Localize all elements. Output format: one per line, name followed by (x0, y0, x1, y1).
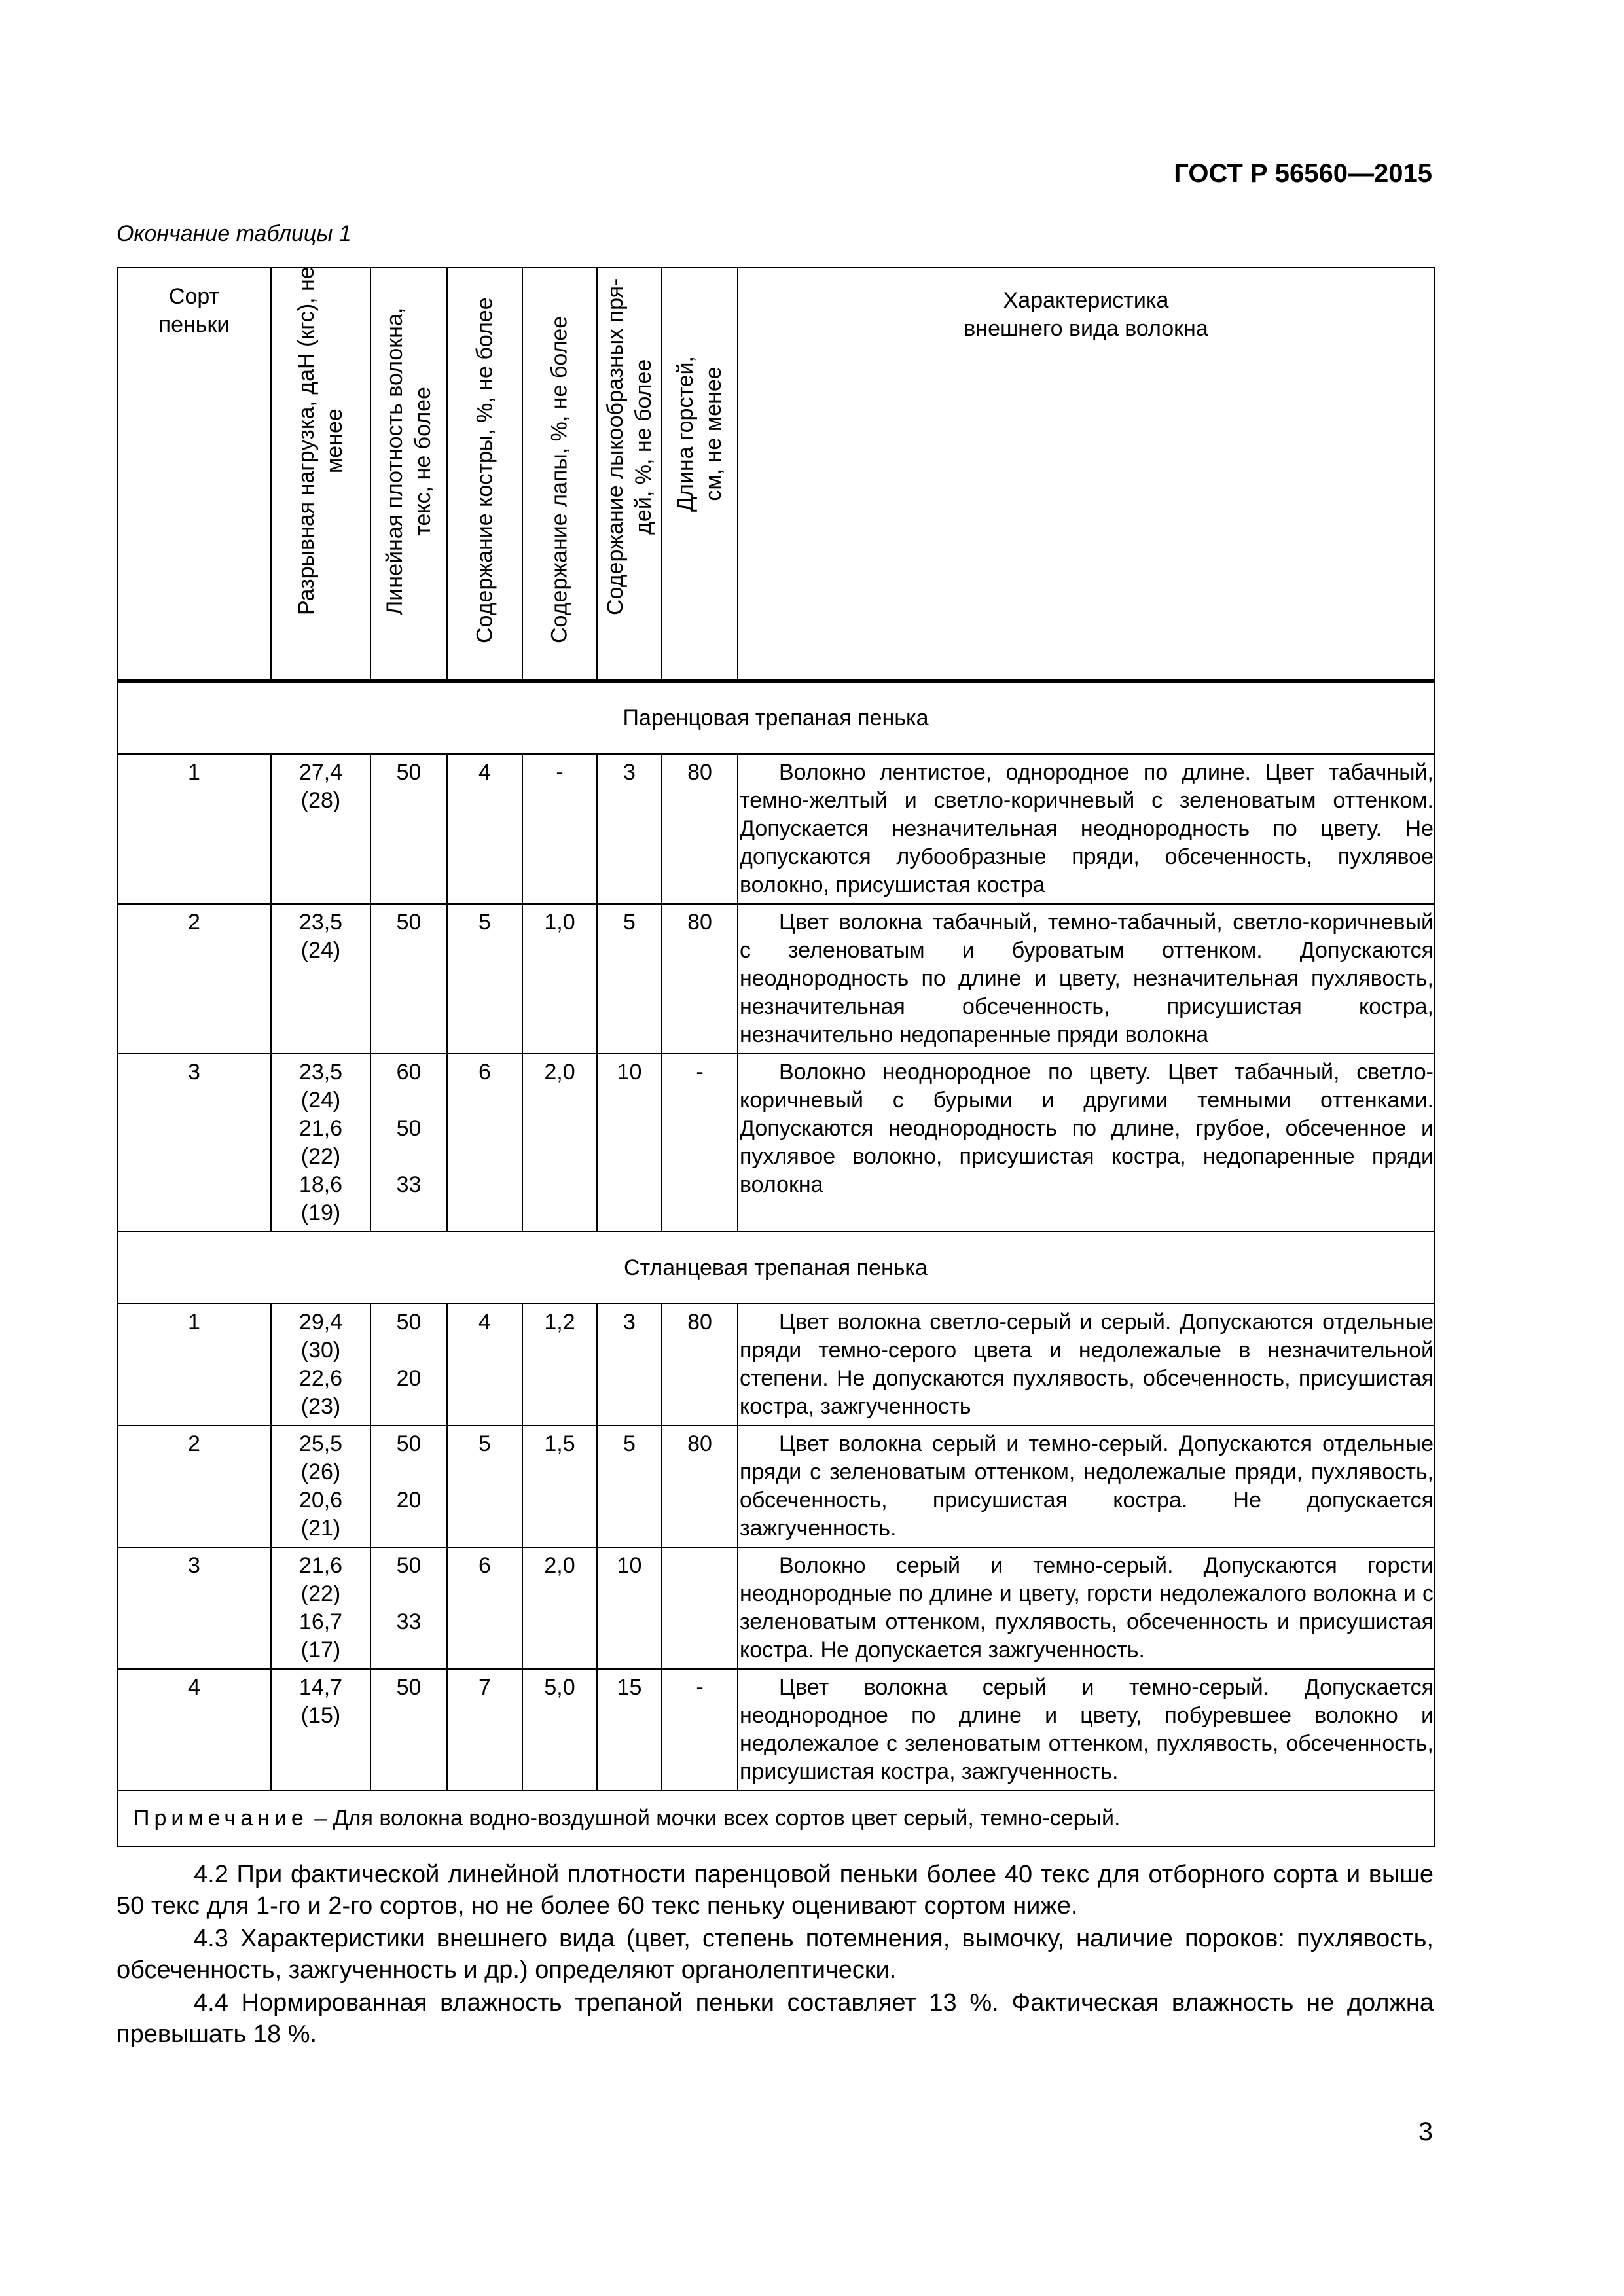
cell-grade: 2 (117, 1426, 271, 1547)
appearance-text: Волокно лентистое, однородное по длине. Цвет табачный, темно-желтый и светло-коричневый с зеленоватым оттенком. Допускается незначительная неоднородность по цвету. Не допускаются лубообразные пряди, обсеченность, пухлявое волокно, присушистая костра (740, 760, 1434, 897)
density-value: 20 (396, 1366, 422, 1391)
section-row (117, 681, 1434, 755)
load-value: 21,6 (298, 1553, 343, 1578)
table-row (117, 1304, 1434, 1426)
cell-hank-length: 80 (662, 1304, 738, 1426)
header-appearance (738, 268, 1434, 681)
cell-bast: 10 (597, 1054, 662, 1232)
cell-appearance (738, 1054, 1434, 1232)
page-number: 3 (1418, 2117, 1433, 2146)
section-title: Стланцевая трепаная пенька (117, 1232, 1434, 1304)
cell-lapa: 2,0 (522, 1547, 597, 1669)
load-value: 16,7 (298, 1609, 343, 1634)
load-value: (19) (300, 1200, 341, 1225)
density-value: 20 (396, 1488, 422, 1513)
load-value: (24) (300, 938, 341, 963)
appearance-text: Цвет волокна табачный, темно-табачный, светло-коричневый с зеленоватым и буроватым оттенком. Допускаются неоднородность по длине и цвету, незначительная пухлявость, незначительная обсеченность, присушистая костра, незначительно недопаренные пряди волокна (740, 910, 1434, 1047)
cell-shive: 5 (447, 1426, 522, 1547)
header-breaking-load-line2: менее (322, 408, 347, 474)
table-row (117, 754, 1434, 904)
cell-lapa: 5,0 (522, 1669, 597, 1791)
cell-bast: 10 (597, 1547, 662, 1669)
header-linear-density-line2: текс, не более (410, 387, 435, 536)
table-row (117, 1669, 1434, 1791)
header-grade-line2: пеньки (158, 312, 230, 337)
cell-hank-length: 80 (662, 1426, 738, 1547)
cell-shive: 4 (447, 754, 522, 904)
cell-linear-density (370, 1669, 447, 1791)
cell-linear-density (370, 1547, 447, 1669)
cell-linear-density (370, 904, 447, 1054)
header-breaking-load-line1: Разрывная нагрузка, даН (кгс), не (294, 266, 319, 615)
density-value (374, 1458, 444, 1486)
header-linear-density (370, 268, 447, 681)
cell-bast: 15 (597, 1669, 662, 1791)
note-text: – Для волокна водно-воздушной мочки всех сортов цвет серый, темно-серый. (308, 1806, 1121, 1831)
cell-linear-density (370, 1304, 447, 1426)
load-value: 22,6 (298, 1366, 343, 1391)
cell-grade: 2 (117, 904, 271, 1054)
load-value: (30) (300, 1338, 341, 1363)
load-value: 27,4 (298, 760, 343, 785)
density-value: 50 (396, 760, 422, 785)
density-value: 50 (396, 1310, 422, 1335)
density-value (374, 1086, 444, 1115)
cell-grade: 1 (117, 1304, 271, 1426)
cell-hank-length: 80 (662, 754, 738, 904)
cell-lapa: 2,0 (522, 1054, 597, 1232)
density-value: 33 (396, 1172, 422, 1197)
cell-breaking-load (271, 1054, 370, 1232)
cell-lapa: 1,5 (522, 1426, 597, 1547)
load-value: 25,5 (298, 1431, 343, 1456)
cell-breaking-load (271, 1426, 370, 1547)
cell-hank-length (662, 1547, 738, 1669)
header-bast (597, 268, 662, 681)
density-value: 50 (396, 1675, 422, 1700)
cell-breaking-load (271, 904, 370, 1054)
table-caption: Окончание таблицы 1 (117, 221, 352, 246)
header-appearance-line1: Характеристика (1003, 288, 1169, 313)
note-row (117, 1791, 1434, 1846)
header-hank-length (662, 268, 738, 681)
cell-grade: 3 (117, 1054, 271, 1232)
cell-shive: 5 (447, 904, 522, 1054)
load-value: 18,6 (298, 1172, 343, 1197)
load-value: 14,7 (298, 1675, 343, 1700)
density-value: 50 (396, 1116, 422, 1141)
header-breaking-load (271, 268, 370, 681)
table-header-row (117, 268, 1434, 681)
cell-bast: 5 (597, 904, 662, 1054)
load-value: (22) (300, 1581, 341, 1606)
density-value: 50 (396, 1431, 422, 1456)
paragraph-4-2 (117, 1859, 1434, 1922)
cell-grade: 1 (117, 754, 271, 904)
cell-bast: 3 (597, 754, 662, 904)
density-value (374, 1143, 444, 1171)
header-grade (117, 268, 271, 681)
paragraph-4-2-text: 4.2 При фактической линейной плотности паренцовой пеньки более 40 текс для отборного сорта и выше 50 текс для 1-го и 2-го сортов, но не более 60 текс пеньку оценивают сортом ниже. (117, 1861, 1434, 1920)
table-row (117, 1547, 1434, 1669)
cell-shive: 6 (447, 1054, 522, 1232)
load-value: (17) (300, 1638, 341, 1662)
document-id: ГОСТ Р 56560—2015 (1174, 159, 1432, 188)
appearance-text: Цвет волокна серый и темно-серый. Допускается неоднородное по длине и цвету, побуревшее волокно и недолежалое с зеленоватым оттенком, пухлявость, обсеченность, присушистая костра, зажгученность. (740, 1675, 1434, 1784)
paragraph-4-3-text: 4.3 Характеристики внешнего вида (цвет, степень потемнения, вымочку, наличие пороков: пухлявость, обсеченность, зажгученность и др.) определяют органолептически. (117, 1925, 1434, 1984)
appearance-text: Волокно неоднородное по цвету. Цвет табачный, светло-коричневый с бурыми и другими темными оттенками. Допускаются неоднородность по длине, грубое, обсеченное и пухлявое волокно, присушистая костра, недопаренные пряди волокна (740, 1060, 1434, 1197)
cell-breaking-load (271, 1669, 370, 1791)
load-value: (24) (300, 1088, 341, 1113)
header-shive (447, 268, 522, 681)
header-lapa (522, 268, 597, 681)
header-grade-line1: Сорт (168, 284, 220, 309)
table-note (117, 1791, 1434, 1846)
cell-appearance (738, 1669, 1434, 1791)
cell-lapa: 1,2 (522, 1304, 597, 1426)
density-value: 50 (396, 910, 422, 935)
cell-bast: 5 (597, 1426, 662, 1547)
cell-hank-length: 80 (662, 904, 738, 1054)
section-row (117, 1232, 1434, 1304)
header-appearance-line2: внешнего вида волокна (964, 316, 1208, 341)
cell-breaking-load (271, 1304, 370, 1426)
load-value: (28) (300, 788, 341, 813)
table-row (117, 1426, 1434, 1547)
table-row (117, 1054, 1434, 1232)
cell-hank-length: - (662, 1054, 738, 1232)
density-value: 33 (396, 1609, 422, 1634)
cell-grade: 3 (117, 1547, 271, 1669)
load-value: (23) (300, 1394, 341, 1419)
header-shive-text: Содержание костры, %, не более (472, 297, 497, 643)
cell-appearance (738, 1426, 1434, 1547)
appearance-text: Цвет волокна серый и темно-серый. Допускаются отдельные пряди с зеленоватым оттенком, недолежалые пряди, пухлявость, обсеченность, присушистая костра. Не допускается зажгученность. (740, 1431, 1434, 1541)
load-value: (21) (300, 1516, 341, 1541)
density-value: 50 (396, 1553, 422, 1578)
cell-linear-density (370, 1426, 447, 1547)
paragraph-4-3 (117, 1923, 1434, 1986)
header-bast-line1: Содержание лыкообразных пря- (602, 278, 628, 615)
header-bast-line2: дей, %, не более (630, 359, 656, 535)
cell-appearance (738, 1547, 1434, 1669)
load-value: (15) (300, 1703, 341, 1728)
load-value: (26) (300, 1460, 341, 1484)
load-value: 20,6 (298, 1488, 343, 1513)
cell-grade: 4 (117, 1669, 271, 1791)
density-value: 60 (396, 1060, 422, 1085)
load-value: 29,4 (298, 1310, 343, 1335)
cell-bast: 3 (597, 1304, 662, 1426)
note-label: Примечание (134, 1806, 308, 1831)
header-lapa-text: Содержание лапы, %, не более (547, 315, 572, 643)
header-hank-length-line2: см, не менее (701, 367, 726, 501)
load-value: 23,5 (298, 1060, 343, 1085)
cell-shive: 6 (447, 1547, 522, 1669)
cell-lapa: - (522, 754, 597, 904)
cell-breaking-load (271, 1547, 370, 1669)
table-row (117, 904, 1434, 1054)
specification-table (117, 267, 1435, 1847)
paragraph-4-4 (117, 1987, 1434, 2050)
density-value (374, 1580, 444, 1608)
load-value: (22) (300, 1144, 341, 1169)
paragraph-4-4-text: 4.4 Нормированная влажность трепаной пеньки составляет 13 %. Фактическая влажность не должна превышать 18 %. (117, 1989, 1434, 2048)
cell-linear-density (370, 754, 447, 904)
header-linear-density-line1: Линейная плотность волокна, (382, 307, 407, 615)
cell-lapa: 1,0 (522, 904, 597, 1054)
section-title: Паренцовая трепаная пенька (117, 681, 1434, 755)
load-value: 23,5 (298, 910, 343, 935)
cell-appearance (738, 754, 1434, 904)
cell-hank-length: - (662, 1669, 738, 1791)
header-hank-length-line1: Длина горстей, (673, 356, 698, 512)
cell-appearance (738, 904, 1434, 1054)
appearance-text: Волокно серый и темно-серый. Допускаются горсти неоднородные по длине и цвету, горсти недолежалого волокна и с зеленоватым оттенком, пухлявость, обсеченность и присушистая костра. Не допускается зажгученность. (740, 1553, 1434, 1662)
density-value (374, 1336, 444, 1365)
load-value: 21,6 (298, 1116, 343, 1141)
cell-shive: 7 (447, 1669, 522, 1791)
cell-shive: 4 (447, 1304, 522, 1426)
cell-breaking-load (271, 754, 370, 904)
cell-linear-density (370, 1054, 447, 1232)
appearance-text: Цвет волокна светло-серый и серый. Допускаются отдельные пряди темно-серого цвета и недолежалые в незначительной степени. Не допускаются пухлявость, обсеченность, присушистая костра, зажгученность (740, 1310, 1434, 1419)
cell-appearance (738, 1304, 1434, 1426)
